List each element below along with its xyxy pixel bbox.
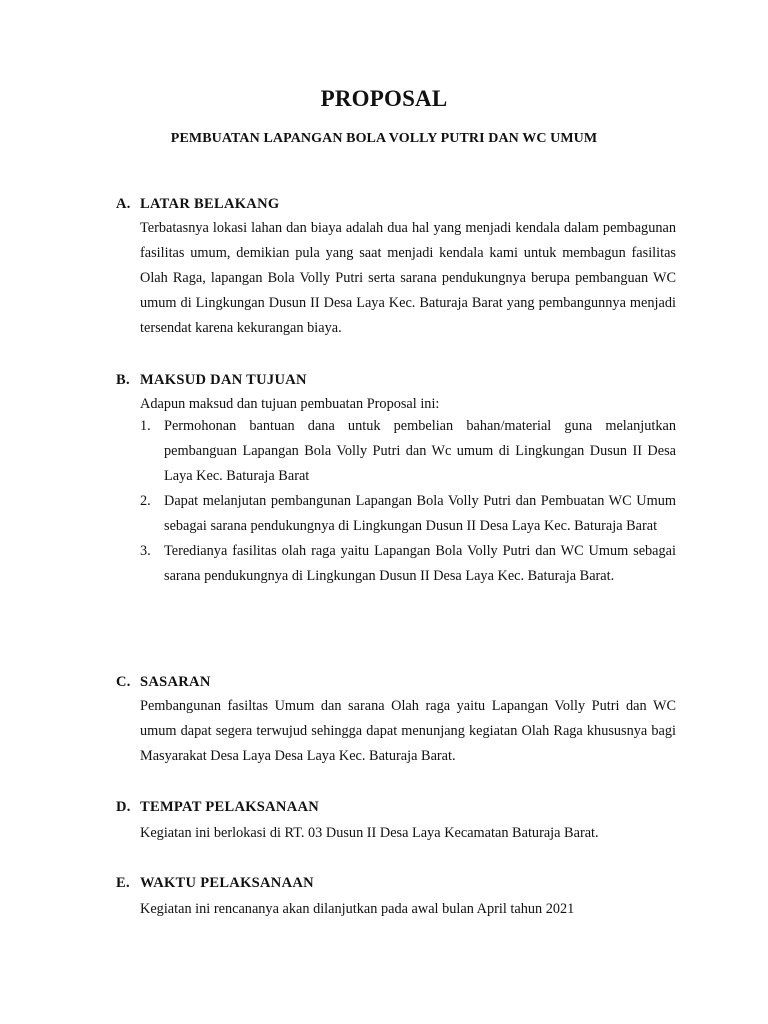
list-item-text: Permohonan bantuan dana untuk pembelian bahan/material guna melanjutkan pembanguan Lapangan Bola Volly Putri dan Wc umum di Lingkungan Dusun II Desa Laya Kec. Baturaja Barat (164, 418, 676, 484)
section-paragraph: Terbatasnya lokasi lahan dan biaya adalah dua hal yang menjadi kendala dalam pembagunan fasilitas umum, demikian pula yang saat menjadi kendala kami untuk membagun fasilitas Olah Raga, lapangan Bola Volly Putri serta sarana pendukungnya berupa pembanguan WC umum di Lingkungan Dusun II Desa Laya Kec. Baturaja Barat yang pembangunnya menjadi tersendat karena kekurangan biaya. (140, 220, 676, 336)
section-heading (116, 194, 676, 214)
list-item (140, 489, 676, 539)
section-heading (116, 370, 676, 390)
objectives-list (140, 414, 676, 589)
section-heading (116, 873, 676, 893)
document-subtitle: PEMBUATAN LAPANGAN BOLA VOLLY PUTRI DAN WC UMUM (170, 131, 598, 146)
section-heading-text: WAKTU PELAKSANAAN (140, 875, 314, 891)
section-letter: C. (116, 674, 131, 690)
section-paragraph: Kegiatan ini berlokasi di RT. 03 Dusun II Desa Laya Kecamatan Baturaja Barat. (140, 825, 599, 841)
section-waktu-pelaksanaan (116, 873, 676, 919)
section-letter: D. (116, 799, 131, 815)
list-item-number: 2. (140, 493, 151, 509)
section-intro: Adapun maksud dan tujuan pembuatan Proposal ini: (140, 396, 440, 412)
section-heading-text: MAKSUD DAN TUJUAN (140, 372, 307, 388)
section-paragraph: Kegiatan ini rencananya akan dilanjutkan pada awal bulan April tahun 2021 (140, 901, 575, 917)
list-item-number: 3. (140, 543, 151, 559)
document-title: PROPOSAL (320, 86, 448, 111)
section-heading-text: TEMPAT PELAKSANAAN (140, 799, 320, 815)
list-item-text: Teredianya fasilitas olah raga yaitu Lapangan Bola Volly Putri dan WC Umum sebagai sarana pendukungnya di Lingkungan Dusun II Desa Laya Kec. Baturaja Barat. (164, 543, 676, 584)
section-heading-text: SASARAN (140, 674, 211, 690)
list-item (140, 414, 676, 489)
list-item-text: Dapat melanjutan pembangunan Lapangan Bola Volly Putri dan Pembuatan WC Umum sebagai sarana pendukungnya di Lingkungan Dusun II Desa Laya Kec. Baturaja Barat (164, 493, 676, 534)
section-letter: E. (116, 875, 130, 891)
list-item-number: 1. (140, 418, 151, 434)
section-letter: B. (116, 372, 130, 388)
section-latar-belakang (116, 194, 676, 341)
section-letter: A. (116, 196, 131, 212)
section-paragraph: Pembangunan fasiltas Umum dan sarana Olah raga yaitu Lapangan Volly Putri dan WC umum dapat segera terwujud sehingga dapat menunjang kegiatan Olah Raga khususnya bagi Masyarakat Desa Laya Desa Laya Kec. Baturaja Barat. (140, 698, 676, 764)
section-maksud-tujuan (116, 370, 676, 589)
section-sasaran (116, 672, 676, 769)
section-heading (116, 797, 676, 817)
section-heading-text: LATAR BELAKANG (140, 196, 280, 212)
section-heading (116, 672, 676, 692)
section-tempat-pelaksanaan (116, 797, 676, 843)
list-item (140, 539, 676, 589)
